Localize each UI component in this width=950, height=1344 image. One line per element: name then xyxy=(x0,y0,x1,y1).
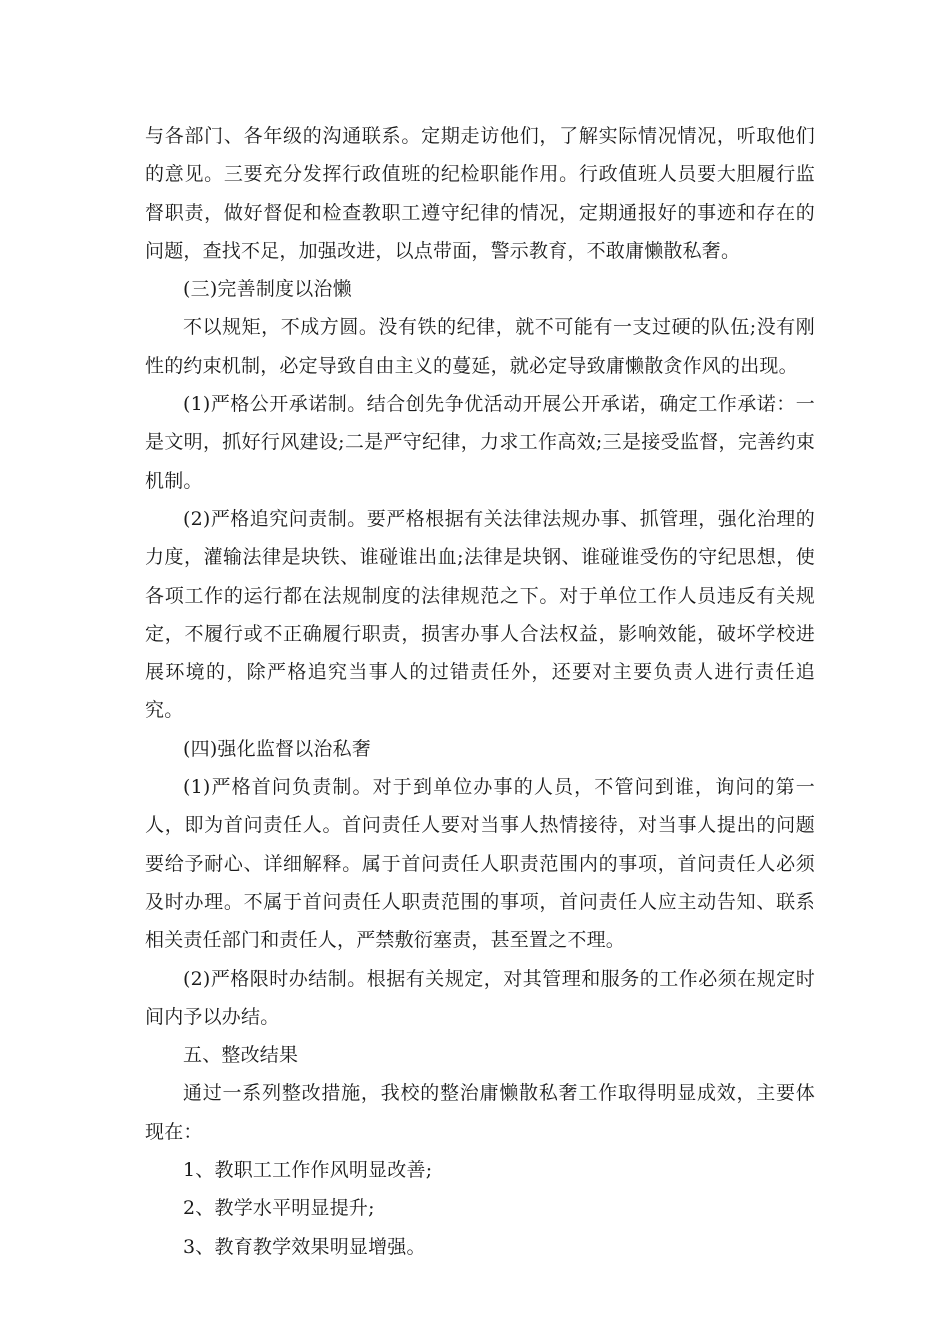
list-item-2: 2、教学水平明显提升; xyxy=(183,1197,375,1220)
paragraph-results-intro: 通过一系列整改措施，我校的整治庸懒散私奢工作取得明显成效，主要体现在： xyxy=(145,1082,815,1143)
list-item-1: 1、教职工工作作风明显改善; xyxy=(183,1159,433,1182)
document-body xyxy=(145,117,815,1266)
paragraph-time-limit: (2)严格限时办结制。根据有关规定，对其管理和服务的工作必须在规定时间内予以办结。 xyxy=(145,967,815,1028)
section-heading-3: (三)完善制度以治懒 xyxy=(183,278,352,301)
paragraph-first-inquiry: (1)严格首问负责制。对于到单位办事的人员，不管问到谁，询问的第一人，即为首问责任人。首问责任人要对当事人热情接待，对当事人提出的问题要给予耐心、详细解释。属于首问责任人职责范围内的事项，首问责任人必须及时办理。不属于首问责任人职责范围的事项，首问责任人应主动告知、联系相关责任部门和责任人，严禁敷衍塞责，甚至置之不理。 xyxy=(145,776,815,952)
paragraph-commitment: (1)严格公开承诺制。结合创先争优活动开展公开承诺，确定工作承诺：一是文明，抓好行风建设;二是严守纪律，力求工作高效;三是接受监督，完善约束机制。 xyxy=(145,393,815,492)
section-heading-5: 五、整改结果 xyxy=(183,1044,299,1067)
list-item-3: 3、教育教学效果明显增强。 xyxy=(183,1235,426,1258)
paragraph-accountability: (2)严格追究问责制。要严格根据有关法律法规办事、抓管理，强化治理的力度，灌输法律是块铁、谁碰谁出血;法律是块钢、谁碰谁受伤的守纪思想，使各项工作的运行都在法规制度的法律规范之下。对于单位工作人员违反有关规定，不履行或不正确履行职责，损害办事人合法权益，影响效能，破坏学校进展环境的，除严格追究当事人的过错责任外，还要对主要负责人进行责任追究。 xyxy=(145,507,815,722)
paragraph-outreach: 与各部门、各年级的沟通联系。定期走访他们，了解实际情况情况，听取他们的意见。三要充分发挥行政值班的纪检职能作用。行政值班人员要大胆履行监督职责，做好督促和检查教职工遵守纪律的情况，定期通报好的事迹和存在的问题，查找不足，加强改进，以点带面，警示教育，不敢庸懒散私奢。 xyxy=(145,125,815,262)
section-heading-4: (四)强化监督以治私奢 xyxy=(183,737,372,760)
paragraph-discipline: 不以规矩，不成方圆。没有铁的纪律，就不可能有一支过硬的队伍;没有刚性的约束机制，必定导致自由主义的蔓延，就必定导致庸懒散贪作风的出现。 xyxy=(145,316,815,377)
